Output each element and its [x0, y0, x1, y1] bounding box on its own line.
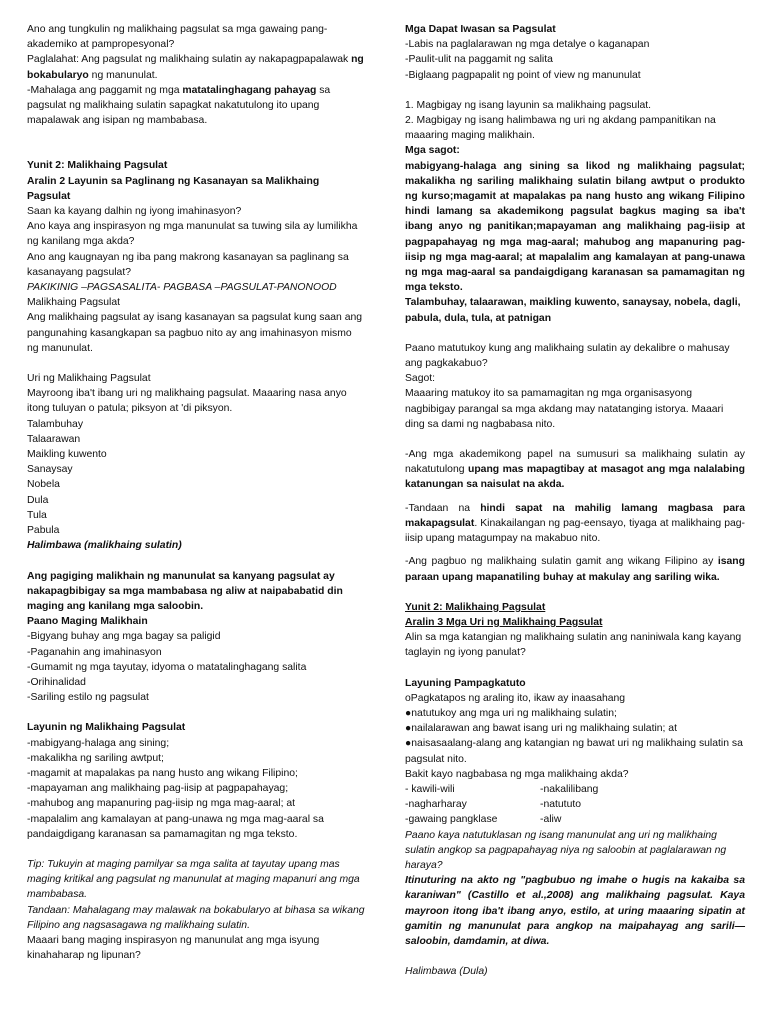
bakit-row: - kawili-wili -nakalilibang: [405, 783, 599, 795]
layuning-item: ●nailalarawan ang bawat isang uri ng malikhaing sulatin; at: [405, 723, 677, 735]
numbered-question-1: 1. Magbigay ng isang layunin sa malikhaing pagsulat.: [405, 99, 652, 111]
pagiging-malikhain-text: Ang pagiging malikhain ng manunulat sa kanyang pagsulat ay nakapagbibigay sa mga mambabasa ng aliw at naipababatid din maging ang kanilang mga saloobin.: [27, 570, 343, 612]
layunin-item: -mabigyang-halaga ang sining;: [27, 737, 170, 749]
question-tungkulin: Ano ang tungkulin ng malikhaing pagsulat sa mga gawaing pang-akademiko at pampropesyonal?: [27, 24, 328, 51]
sagot-body: mabigyang-halaga ang sining sa likod ng malikhaing pagsulat; makalikha ng sariling malikhaing sulatin bilang awtput o produkto ng kurso;magamit at mapalakas pa nang husto ang wikang Filipino hindi lamang sa akademikong pagsulat bagkus maging sa iba't ibang anyo ng panitikan;mapayaman ang malikhaing pag-iisip at pagpapahayag ng mga mag-aaral; mahubog ang mapanuring pag-iisip ng mga mag-aaral; at mapalalim ang kamalayan at pang-unawa ng mga mag-aaral sa pandaigdigang karanasan sa pamamagitan ng mga teksto.: [405, 160, 745, 294]
uri-title: Uri ng Malikhaing Pagsulat: [27, 373, 151, 385]
right-column: [405, 22, 745, 979]
iwasan-item: -Labis na paglalarawan ng mga detalye o kaganapan: [405, 39, 650, 51]
pagbuo-text: -Ang pagbuo ng malikhaing sulatin gamit ang wikang Filipino ay isang paraan upang mapanatiling buhay at makulay ang sariling wika.: [405, 556, 745, 583]
layuning-title: Layuning Pampagkatuto: [405, 677, 526, 689]
uri-item: Maikling kuwento: [27, 449, 107, 461]
layunin-title: Layunin ng Malikhaing Pagsulat: [27, 722, 186, 734]
paano-kaya-text: Paano kaya natutuklasan ng isang manunulat ang uri ng malikhaing sulatin angkop sa pagpapahayag niya ng saloobin at paglalarawan ng haraya?: [405, 829, 727, 871]
layunin-item: -mapalalim ang kamalayan at pang-unawa ng mga mag-aaral sa pandaigdigang karanasan sa pamamagitan ng mga teksto.: [27, 813, 324, 840]
paglalahat-text: Paglalahat: Ang pagsulat ng malikhaing sulatin ay nakapagpapalawak ng bokabularyo ng manunulat.: [27, 54, 364, 81]
iwasan-item: -Paulit-ulit na paggamit ng salita: [405, 54, 553, 66]
alin-question: Alin sa mga katangian ng malikhaing sulatin ang naniniwala kang kayang taglayin ng iyong panulat?: [405, 632, 742, 659]
iwasan-item: -Biglaang pagpapalit ng point of view ng manunulat: [405, 69, 641, 81]
itinuturing-text: Itinuturing na akto ng "pagbubuo ng imahe o hugis na kakaiba sa karaniwan" (Castillo et al.,2008) ang malikhaing pagsulat. Kaya mayroon itong iba't ibang anyo, estilo, at uring maaaring sipatin at gamitin ng manunulat para angkop na maipahayag ang sarili—saloobin, damdamin, at diwa.: [405, 875, 745, 947]
mahalaga-text: -Mahalaga ang paggamit ng mga matatalinghagang pahayag sa pagsulat ng malikhaing sulatin sapagkat nakatutulong ito upang mapalawak ang isipan ng mambabasa.: [27, 84, 331, 127]
uri-item: Talaarawan: [27, 433, 81, 445]
paano-item: -Orihinalidad: [27, 676, 86, 688]
maaari-question: Maaari bang maging inspirasyon ng manunulat ang mga isyung kinahaharap ng lipunan?: [27, 934, 320, 962]
bakit-row: -nagharharay -natututo: [405, 799, 582, 811]
sagot-answer: Maaaring matukoy ito sa pamamagitan ng mga organisasyong nagbibigay parangal sa mga akdang may natatanging istorya. Maaari ding sa dami ng nagbabasa nito.: [405, 388, 724, 430]
mp-definition: Ang malikhaing pagsulat ay isang kasanayan sa pagsulat kung saan ang pangunahing kasangkapan sa pagbuo nito ay ang imahinasyon mismo ng manunulat.: [27, 312, 363, 354]
paano-item: -Gumamit ng mga tayutay, idyoma o matatalinghagang salita: [27, 661, 307, 673]
halimbawa-label: Halimbawa (malikhaing sulatin): [27, 540, 182, 552]
sagot-title: Mga sagot:: [405, 145, 460, 157]
akademiko-text: -Ang mga akademikong papel na sumusuri sa malikhaing sulatin ay nakatutulong upang mas mapagtibay at masagot ang mga nalalabing katanungan sa naisulat na akda.: [405, 449, 745, 491]
uri-description: Mayroong iba't ibang uri ng malikhaing pagsulat. Maaaring nasa anyo itong tuluyan o patula; piksyon at 'di piksyon.: [27, 388, 347, 415]
bakit-row: -gawaing pangklase -aliw: [405, 814, 562, 826]
layuning-intro: oPagkatapos ng araling ito, ikaw ay inaasahang: [405, 692, 626, 704]
layunin-item: -magamit at mapalakas pa nang husto ang wikang Filipino;: [27, 767, 298, 779]
question-inspirasyon: Ano kaya ang inspirasyon ng mga manunulat sa tuwing sila ay lumilikha ng kanilang mga akda?: [27, 221, 358, 248]
tip-text: Tip: Tukuyin at maging pamilyar sa mga salita at tayutay upang mas maging kritikal ang pagsulat ng manunulat at maging mapanuri ang mga mambabasa.: [27, 858, 360, 901]
iwasan-title: Mga Dapat Iwasan sa Pagsulat: [405, 24, 556, 35]
paano-question: Paano matutukoy kung ang malikhaing sulatin ay dekalibre o mahusay ang pagkakabuo?: [405, 342, 730, 370]
sagot-list: Talambuhay, talaarawan, maikling kuwento, sanaysay, nobela, dagli, pabula, dula, tula, at patnigan: [405, 297, 741, 324]
question-kaugnayan: Ano ang kaugnayan ng iba pang makrong kasanayan sa paglinang sa kasanayang pagsulat?: [27, 251, 349, 278]
yunit-heading: Yunit 2: Malikhaing Pagsulat: [405, 601, 546, 613]
uri-item: Nobela: [27, 479, 60, 491]
layuning-item: ●naisasaalang-alang ang katangian ng bawat uri ng malikhaing sulatin sa pagsulat nito.: [405, 738, 743, 765]
mp-title: Malikhaing Pagsulat: [27, 297, 120, 309]
makrong-kasanayan: PAKIKINIG –PAGSASALITA- PAGBASA –PAGSULAT-PANONOOD: [27, 282, 337, 294]
layunin-item: -makalikha ng sariling awtput;: [27, 752, 164, 764]
bakit-question: Bakit kayo nagbabasa ng mga malikhaing akda?: [405, 768, 629, 780]
numbered-question-2: 2. Magbigay ng isang halimbawa ng uri ng akdang pampanitikan na maaaring maging malikhain.: [405, 115, 716, 142]
tandaan-text: -Tandaan na hindi sapat na mahilig lamang magbasa para makapagsulat. Kinakailangan ng pag-eensayo, tiyaga at malikhaing pag-iisip upang matagumpay na makabuo nito.: [405, 502, 745, 545]
halimbawa-dula-label: Halimbawa (Dula): [405, 966, 488, 978]
uri-item: Dula: [27, 494, 49, 506]
aralin-heading: Aralin 2 Layunin sa Paglinang ng Kasanayan sa Malikhaing Pagsulat: [27, 175, 320, 202]
layuning-item: ●natutukoy ang mga uri ng malikhaing sulatin;: [405, 707, 617, 719]
uri-item: Sanaysay: [27, 464, 73, 476]
paano-item: -Bigyang buhay ang mga bagay sa paligid: [27, 631, 221, 643]
uri-item: Tula: [27, 509, 47, 521]
sagot-label: Sagot:: [405, 373, 436, 385]
paano-item: -Paganahin ang imahinasyon: [27, 646, 162, 658]
layunin-item: -mapayaman ang malikhaing pag-iisip at pagpapahayag;: [27, 783, 289, 795]
aralin-heading: Aralin 3 Mga Uri ng Malikhaing Pagsulat: [405, 616, 603, 628]
yunit-heading: Yunit 2: Malikhaing Pagsulat: [27, 160, 168, 172]
uri-item: Pabula: [27, 525, 60, 537]
paano-item: -Sariling estilo ng pagsulat: [27, 692, 149, 704]
left-column: [27, 22, 365, 963]
layunin-item: -mahubog ang mapanuring pag-iisip ng mga mag-aaral; at: [27, 798, 296, 810]
uri-item: Talambuhay: [27, 418, 84, 430]
tandaan-text: Tandaan: Mahalagang may malawak na bokabularyo at bihasa sa wikang Filipino ang nagsasagawa ng malikhaing sulatin.: [27, 904, 365, 931]
question-imahinasyon: Saan ka kayang dalhin ng iyong imahinasyon?: [27, 206, 242, 218]
paano-title: Paano Maging Malikhain: [27, 616, 148, 628]
